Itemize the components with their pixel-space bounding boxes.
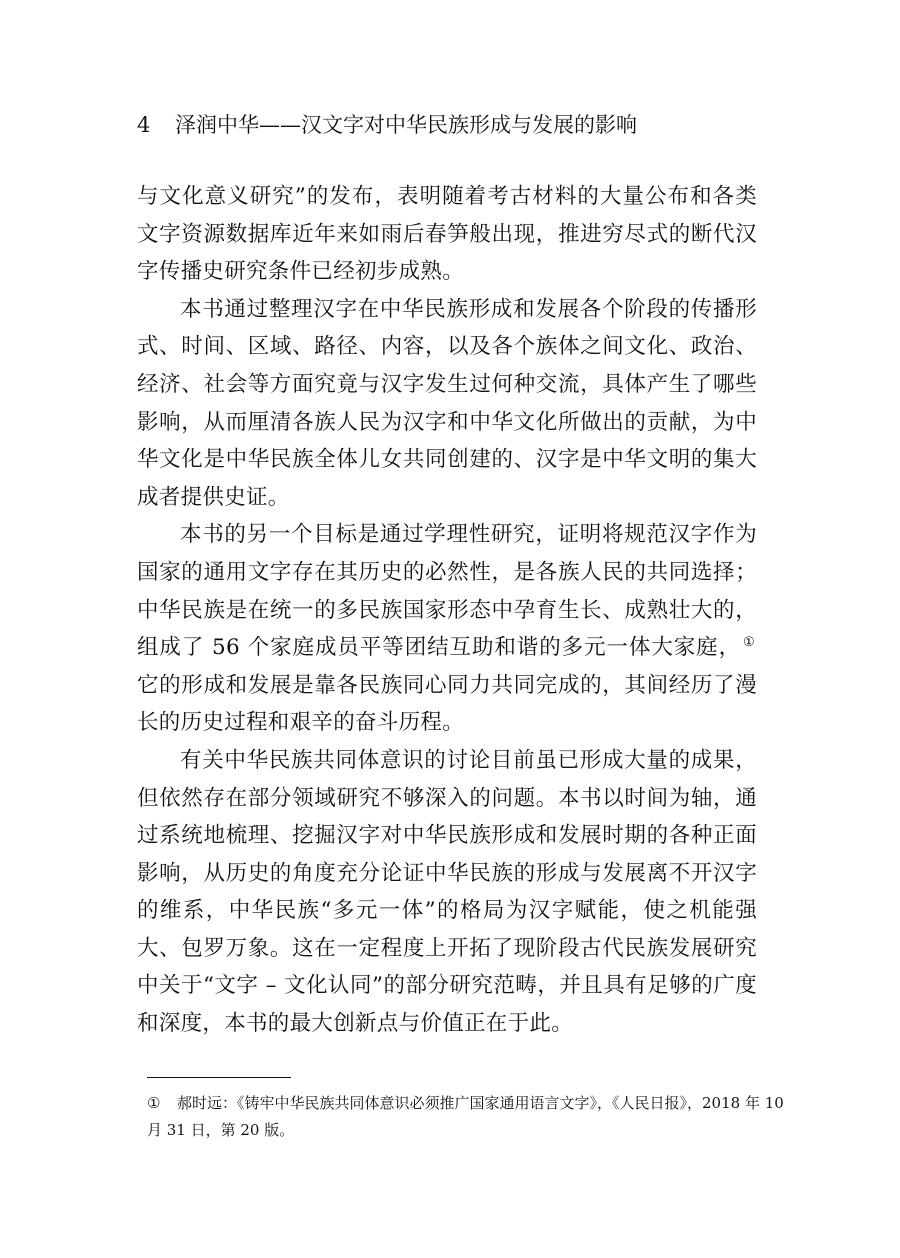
paragraph-3-text-b: 它的形成和发展是靠各民族同心同力共同完成的，其间经历了漫长的历史过程和艰辛的奋斗历程。 (137, 672, 757, 736)
paragraph-3-text-a: 本书的另一个目标是通过学理性研究，证明将规范汉字作为国家的通用文字存在其历史的必然性，是各族人民的共同选择；中华民族是在统一的多民族国家形态中孕育生长、成熟壮大的，组成了 56 个家庭成员平等团结互助和谐的多元一体大家庭， (137, 522, 757, 661)
paragraph-4: 有关中华民族共同体意识的讨论目前虽已形成大量的成果，但依然存在部分领域研究不够深入的问题。本书以时间为轴，通过系统地梳理、挖掘汉字对中华民族形成和发展时期的各种正面影响，从历史的角度充分论证中华民族的形成与发展离不开汉字的维系，中华民族“多元一体”的格局为汉字赋能，使之机能强大、包罗万象。这在一定程度上开拓了现阶段古代民族发展研究中关于“文字 – 文化认同”的部分研究范畴，并且具有足够的广度和深度，本书的最大创新点与价值正在于此。 (137, 747, 757, 1037)
footnote-marker: ① (147, 1094, 161, 1112)
footnote-separator (147, 1077, 291, 1078)
running-title: 泽润中华——汉文字对中华民族形成与发展的影响 (175, 113, 637, 137)
main-text (137, 178, 757, 1043)
footnote (147, 1090, 787, 1144)
footnote-line-1: 郝时远：《铸牢中华民族共同体意识必须推广国家通用语言文字》，《人民日报》，2018 年 10 (177, 1094, 784, 1112)
page-number: 4 (137, 113, 151, 137)
footnote-reference[interactable]: ① (743, 634, 755, 650)
paragraph-1: 与文化意义研究”的发布，表明随着考古材料的大量公布和各类文字资源数据库近年来如雨后春笋般出现，推进穷尽式的断代汉字传播史研究条件已经初步成熟。 (137, 184, 757, 285)
footnote-line-2: 月 31 日，第 20 版。 (147, 1121, 295, 1139)
running-header (137, 110, 777, 140)
paragraph-2: 本书通过整理汉字在中华民族形成和发展各个阶段的传播形式、时间、区域、路径、内容，以及各个族体之间文化、政治、经济、社会等方面究竟与汉字发生过何种交流，具体产生了哪些影响，从而厘清各族人民为汉字和中华文化所做出的贡献，为中华文化是中华民族全体儿女共同创建的、汉字是中华文明的集大成者提供史证。 (137, 296, 757, 510)
paragraph-3 (137, 516, 757, 742)
